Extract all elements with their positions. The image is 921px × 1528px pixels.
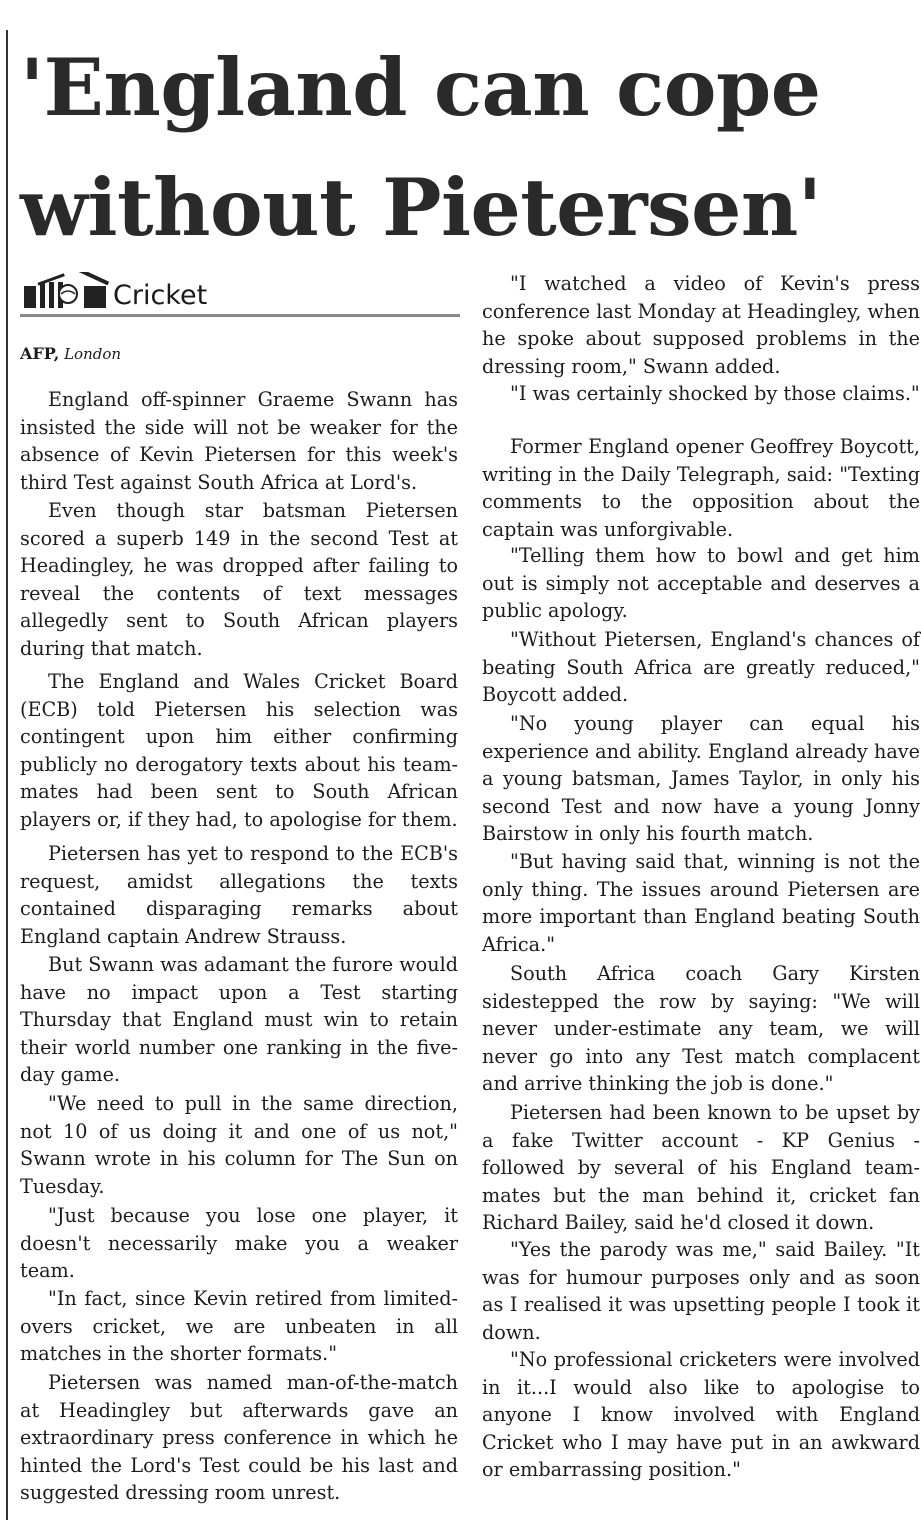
article-paragraph: Pietersen had been known to be upset by a fake Twitter account - KP Genius - followed by several of his England team-mates but the man behind it, cricket fan Richard Bailey, said he'd closed it down. — [482, 1101, 920, 1234]
section-header — [20, 264, 460, 319]
article-paragraph: "I was certainly shocked by those claims." — [510, 382, 920, 405]
article-paragraph: Pietersen has yet to respond to the ECB's request, amidst allegations the texts contained disparaging remarks about England captain Andrew Strauss. — [20, 842, 458, 948]
headline: 'England can cope without Pietersen' — [20, 41, 822, 254]
article-paragraph: Even though star batsman Pietersen scored a superb 149 in the second Test at Headingley, he was dropped after failing to reveal the contents of text messages allegedly sent to South African players during that match. — [20, 499, 458, 660]
byline — [20, 344, 121, 364]
section-rule — [20, 314, 460, 317]
article-paragraph: "No young player can equal his experience and ability. England already have a young batsman, James Taylor, in only his second Test and now have a young Jonny Bairstow in only his fourth match. — [482, 712, 920, 845]
article-paragraph: Former England opener Geoffrey Boycott, writing in the Daily Telegraph, said: "Texting comments to the opposition about the captain was unforgivable. — [482, 435, 920, 541]
article-paragraph: "In fact, since Kevin retired from limited-overs cricket, we are unbeaten in all matches in the shorter formats." — [20, 1287, 458, 1365]
article-paragraph: "Without Pietersen, England's chances of beating South Africa are greatly reduced," Boycott added. — [482, 628, 920, 706]
cricket-bat-ball-stumps-icon — [22, 272, 112, 308]
section-label: Cricket — [113, 280, 208, 311]
article-paragraph: "We need to pull in the same direction, not 10 of us doing it and one of us not," Swann wrote in his column for The Sun on Tuesday. — [20, 1092, 458, 1198]
article-paragraph: "Just because you lose one player, it doesn't necessarily make you a weaker team. — [20, 1204, 458, 1282]
article-paragraph: "No professional cricketers were involved in it...I would also like to apologise to anyone I know involved with England Cricket who I may have put in an awkward or embarrassing position." — [482, 1348, 920, 1481]
column-rule — [6, 30, 8, 1520]
article-paragraph: "But having said that, winning is not the only thing. The issues around Pietersen are more important than England beating South Africa." — [482, 850, 920, 956]
article-paragraph: "Yes the parody was me," said Bailey. "It was for humour purposes only and as soon as I realised it was upsetting people I took it down. — [482, 1238, 920, 1344]
article-paragraph: "I watched a video of Kevin's press conference last Monday at Headingley, when he spoke about supposed problems in the dressing room," Swann added. — [482, 272, 920, 378]
article-paragraph: Pietersen was named man-of-the-match at Headingley but afterwards gave an extraordinary press conference in which he hinted the Lord's Test could be his last and suggested dressing room unrest. — [20, 1371, 458, 1504]
byline-agency: AFP, — [20, 344, 60, 363]
article-paragraph: England off-spinner Graeme Swann has insisted the side will not be weaker for the absence of Kevin Pietersen for this week's third Test against South Africa at Lord's. — [20, 388, 458, 494]
article-paragraph: South Africa coach Gary Kirsten sidestepped the row by saying: "We will never under-estimate any team, we will never go into any Test match complacent and arrive thinking the job is done." — [482, 962, 920, 1095]
article-paragraph: But Swann was adamant the furore would have no impact upon a Test starting Thursday that England must win to retain their world number one ranking in the five-day game. — [20, 953, 458, 1086]
article-paragraph: The England and Wales Cricket Board (ECB) told Pietersen his selection was contingent upon him either confirming publicly no derogatory texts about his team-mates had been sent to South African players or, if they had, to apologise for them. — [20, 670, 458, 831]
byline-place: London — [64, 345, 122, 363]
article-paragraph: "Telling them how to bowl and get him out is simply not acceptable and deserves a public apology. — [482, 544, 920, 622]
